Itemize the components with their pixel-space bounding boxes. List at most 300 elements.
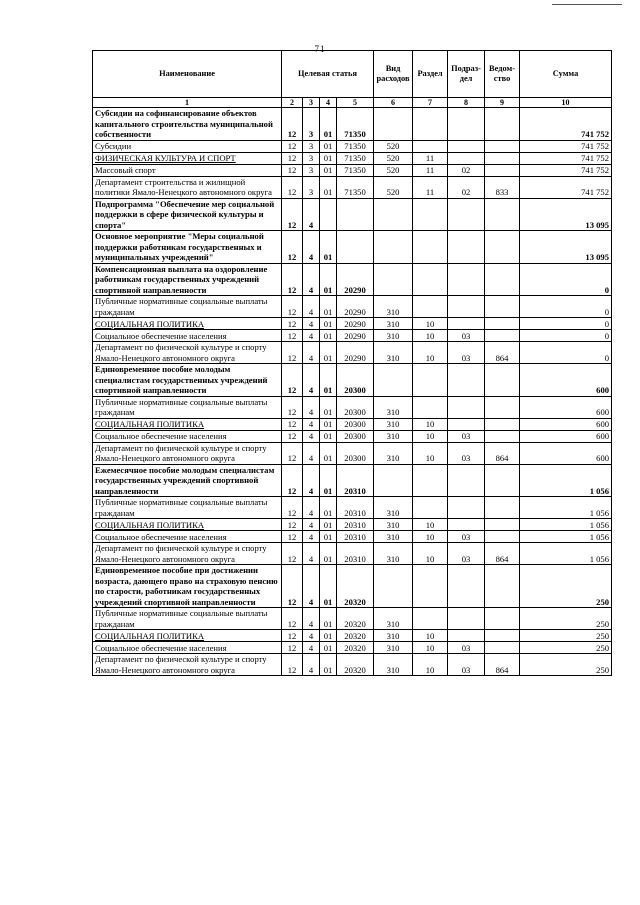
column-number: 5: [337, 98, 374, 108]
item-name: Единовременное пособие при достижении возраста, дающего право на страховую пенсию по старости, работникам государственных учреждений спортивной направленности: [93, 565, 282, 608]
section-code: 11: [413, 164, 448, 176]
table-row: [93, 442, 612, 464]
target-code-direction: 71350: [337, 176, 374, 198]
sum-value: 0: [520, 330, 612, 342]
target-code-program: 12: [282, 519, 303, 531]
target-code-direction: [337, 231, 374, 264]
subsection-code: 02: [448, 164, 485, 176]
department-code: [485, 318, 520, 330]
sum-value: 741 752: [520, 164, 612, 176]
sum-value: 13 095: [520, 198, 612, 231]
table-row: [93, 198, 612, 231]
sum-value: 600: [520, 442, 612, 464]
target-code-direction: 20320: [337, 630, 374, 642]
expense-type: 520: [374, 164, 413, 176]
item-name: Публичные нормативные социальные выплаты гражданам: [93, 396, 282, 418]
target-code-event: 01: [320, 152, 337, 164]
column-number: 10: [520, 98, 612, 108]
target-code-direction: 71350: [337, 140, 374, 152]
item-name: Департамент по физической культуре и спорту Ямало-Ненецкого автономного округа: [93, 543, 282, 565]
header-subsection: Подраз-дел: [448, 51, 485, 98]
header-department: Ведом-ство: [485, 51, 520, 98]
subsection-code: [448, 198, 485, 231]
budget-table: [92, 50, 612, 676]
sum-value: 250: [520, 630, 612, 642]
target-code-event: [320, 198, 337, 231]
target-code-event: 01: [320, 318, 337, 330]
table-row: [93, 630, 612, 642]
department-code: [485, 152, 520, 164]
table-row: [93, 497, 612, 519]
subsection-code: 03: [448, 642, 485, 654]
subsection-code: [448, 608, 485, 630]
target-code-direction: 20320: [337, 608, 374, 630]
item-name: СОЦИАЛЬНАЯ ПОЛИТИКА: [93, 630, 282, 642]
target-code-event: 01: [320, 464, 337, 497]
department-code: [485, 263, 520, 296]
target-code-program: 12: [282, 176, 303, 198]
table-row: [93, 296, 612, 318]
subsection-code: [448, 519, 485, 531]
expense-type: 310: [374, 442, 413, 464]
column-number: 8: [448, 98, 485, 108]
item-name: Социальное обеспечение населения: [93, 430, 282, 442]
subsection-code: [448, 464, 485, 497]
section-code: 11: [413, 176, 448, 198]
section-code: 10: [413, 630, 448, 642]
subsection-code: [448, 140, 485, 152]
sum-value: 0: [520, 296, 612, 318]
target-code-direction: 20310: [337, 531, 374, 543]
target-code-subprogram: 4: [303, 296, 320, 318]
column-number: 7: [413, 98, 448, 108]
page-number: 71: [314, 44, 326, 54]
table-body: [93, 108, 612, 676]
table-row: [93, 330, 612, 342]
target-code-subprogram: 4: [303, 263, 320, 296]
expense-type: 310: [374, 642, 413, 654]
sum-value: 741 752: [520, 108, 612, 141]
target-code-direction: [337, 198, 374, 231]
target-code-subprogram: 4: [303, 565, 320, 608]
table-row: [93, 342, 612, 364]
section-code: [413, 497, 448, 519]
section-code: 10: [413, 543, 448, 565]
target-code-event: 01: [320, 654, 337, 676]
item-name: Социальное обеспечение населения: [93, 642, 282, 654]
subsection-code: [448, 630, 485, 642]
target-code-direction: 20300: [337, 442, 374, 464]
item-name: Подпрограмма "Обеспечение мер социальной поддержки в сфере физической культуры и спорта": [93, 198, 282, 231]
table-row: [93, 318, 612, 330]
target-code-program: 12: [282, 330, 303, 342]
expense-type: 310: [374, 330, 413, 342]
department-code: 864: [485, 654, 520, 676]
target-code-direction: 20310: [337, 497, 374, 519]
target-code-direction: 20290: [337, 318, 374, 330]
target-code-program: 12: [282, 543, 303, 565]
table-row: [93, 263, 612, 296]
table-row: [93, 364, 612, 397]
expense-type: 310: [374, 296, 413, 318]
target-code-direction: 71350: [337, 108, 374, 141]
department-code: [485, 364, 520, 397]
target-code-direction: 20320: [337, 642, 374, 654]
target-code-subprogram: 4: [303, 430, 320, 442]
department-code: [485, 630, 520, 642]
expense-type: 310: [374, 543, 413, 565]
target-code-program: 12: [282, 396, 303, 418]
subsection-code: 03: [448, 531, 485, 543]
subsection-code: [448, 497, 485, 519]
column-number: 2: [282, 98, 303, 108]
item-name: Департамент по физической культуре и спорту Ямало-Ненецкого автономного округа: [93, 342, 282, 364]
target-code-subprogram: 4: [303, 630, 320, 642]
department-code: [485, 430, 520, 442]
target-code-event: 01: [320, 442, 337, 464]
target-code-subprogram: 4: [303, 608, 320, 630]
table-row: [93, 152, 612, 164]
target-code-subprogram: 4: [303, 198, 320, 231]
sum-value: 1 056: [520, 519, 612, 531]
section-code: 10: [413, 418, 448, 430]
sum-value: 1 056: [520, 531, 612, 543]
column-number: 6: [374, 98, 413, 108]
subsection-code: 03: [448, 543, 485, 565]
target-code-event: 01: [320, 108, 337, 141]
target-code-program: 12: [282, 318, 303, 330]
target-code-program: 12: [282, 108, 303, 141]
header-target-article: Целевая статья: [282, 51, 374, 98]
table-row: [93, 608, 612, 630]
expense-type: 310: [374, 497, 413, 519]
target-code-direction: 20290: [337, 330, 374, 342]
sum-value: 250: [520, 642, 612, 654]
item-name: ФИЗИЧЕСКАЯ КУЛЬТУРА И СПОРТ: [93, 152, 282, 164]
item-name: Социальное обеспечение населения: [93, 330, 282, 342]
sum-value: 0: [520, 342, 612, 364]
expense-type: 520: [374, 140, 413, 152]
department-code: [485, 396, 520, 418]
target-code-program: 12: [282, 364, 303, 397]
expense-type: [374, 108, 413, 141]
target-code-direction: 20300: [337, 396, 374, 418]
table-row: [93, 231, 612, 264]
target-code-direction: 20320: [337, 654, 374, 676]
department-code: [485, 565, 520, 608]
subsection-code: [448, 418, 485, 430]
subsection-code: [448, 108, 485, 141]
section-code: 11: [413, 152, 448, 164]
target-code-subprogram: 4: [303, 497, 320, 519]
department-code: [485, 464, 520, 497]
table-row: [93, 176, 612, 198]
target-code-subprogram: 3: [303, 140, 320, 152]
table-row: [93, 418, 612, 430]
target-code-direction: 20320: [337, 565, 374, 608]
item-name: Единовременное пособие молодым специалистам государственных учреждений спортивной направленности: [93, 364, 282, 397]
item-name: Компенсационная выплата на оздоровление работникам государственных учреждений спортивной направленности: [93, 263, 282, 296]
target-code-subprogram: 4: [303, 364, 320, 397]
department-code: [485, 296, 520, 318]
table-row: [93, 543, 612, 565]
target-code-subprogram: 4: [303, 531, 320, 543]
target-code-direction: 20290: [337, 342, 374, 364]
item-name: Социальное обеспечение населения: [93, 531, 282, 543]
item-name: Публичные нормативные социальные выплаты гражданам: [93, 296, 282, 318]
department-code: [485, 330, 520, 342]
subsection-code: [448, 296, 485, 318]
subsection-code: 03: [448, 442, 485, 464]
subsection-code: [448, 152, 485, 164]
item-name: Департамент по физической культуре и спорту Ямало-Ненецкого автономного округа: [93, 442, 282, 464]
item-name: СОЦИАЛЬНАЯ ПОЛИТИКА: [93, 519, 282, 531]
target-code-subprogram: 3: [303, 176, 320, 198]
expense-type: 310: [374, 608, 413, 630]
target-code-direction: 20300: [337, 418, 374, 430]
sum-value: 250: [520, 608, 612, 630]
expense-type: [374, 464, 413, 497]
item-name: Основное мероприятие "Меры социальной поддержки работникам государственных и муниципальных учреждений": [93, 231, 282, 264]
department-code: [485, 108, 520, 141]
target-code-program: 12: [282, 263, 303, 296]
column-number: 3: [303, 98, 320, 108]
department-code: [485, 608, 520, 630]
item-name: Субсидии: [93, 140, 282, 152]
target-code-event: 01: [320, 164, 337, 176]
header-row: [93, 51, 612, 98]
target-code-direction: 20290: [337, 263, 374, 296]
target-code-direction: 20300: [337, 430, 374, 442]
target-code-event: 01: [320, 497, 337, 519]
section-code: 10: [413, 442, 448, 464]
subsection-code: 03: [448, 330, 485, 342]
item-name: СОЦИАЛЬНАЯ ПОЛИТИКА: [93, 318, 282, 330]
target-code-program: 12: [282, 418, 303, 430]
target-code-subprogram: 4: [303, 231, 320, 264]
target-code-program: 12: [282, 231, 303, 264]
corner-line: [552, 0, 622, 5]
sum-value: 741 752: [520, 176, 612, 198]
target-code-subprogram: 4: [303, 464, 320, 497]
target-code-subprogram: 3: [303, 108, 320, 141]
header-section: Раздел: [413, 51, 448, 98]
target-code-program: 12: [282, 565, 303, 608]
department-code: 864: [485, 442, 520, 464]
department-code: [485, 519, 520, 531]
target-code-event: 01: [320, 342, 337, 364]
department-code: [485, 164, 520, 176]
sum-value: 250: [520, 654, 612, 676]
target-code-event: 01: [320, 608, 337, 630]
target-code-program: 12: [282, 642, 303, 654]
header-sum: Сумма: [520, 51, 612, 98]
subsection-code: 02: [448, 176, 485, 198]
sum-value: 1 056: [520, 464, 612, 497]
table-row: [93, 531, 612, 543]
target-code-direction: 20300: [337, 364, 374, 397]
department-code: 864: [485, 342, 520, 364]
sum-value: 0: [520, 263, 612, 296]
target-code-program: 12: [282, 152, 303, 164]
target-code-event: 01: [320, 519, 337, 531]
expense-type: 310: [374, 396, 413, 418]
section-code: [413, 396, 448, 418]
sum-value: 13 095: [520, 231, 612, 264]
item-name: СОЦИАЛЬНАЯ ПОЛИТИКА: [93, 418, 282, 430]
target-code-subprogram: 4: [303, 330, 320, 342]
target-code-direction: 20310: [337, 464, 374, 497]
header-expense-type: Вид расходов: [374, 51, 413, 98]
section-code: 10: [413, 519, 448, 531]
expense-type: 310: [374, 430, 413, 442]
target-code-event: 01: [320, 296, 337, 318]
target-code-program: 12: [282, 531, 303, 543]
target-code-subprogram: 4: [303, 418, 320, 430]
subsection-code: [448, 231, 485, 264]
section-code: [413, 263, 448, 296]
target-code-event: 01: [320, 630, 337, 642]
target-code-event: 01: [320, 543, 337, 565]
department-code: 833: [485, 176, 520, 198]
department-code: [485, 497, 520, 519]
table-row: [93, 642, 612, 654]
subsection-code: [448, 318, 485, 330]
target-code-subprogram: 3: [303, 152, 320, 164]
target-code-program: 12: [282, 497, 303, 519]
target-code-direction: 71350: [337, 164, 374, 176]
section-code: [413, 608, 448, 630]
table-row: [93, 565, 612, 608]
target-code-program: 12: [282, 342, 303, 364]
target-code-subprogram: 4: [303, 642, 320, 654]
section-code: 10: [413, 531, 448, 543]
target-code-direction: 20310: [337, 519, 374, 531]
expense-type: 310: [374, 342, 413, 364]
target-code-subprogram: 4: [303, 654, 320, 676]
department-code: [485, 198, 520, 231]
target-code-subprogram: 4: [303, 519, 320, 531]
table-row: [93, 108, 612, 141]
target-code-event: 01: [320, 418, 337, 430]
department-code: [485, 231, 520, 264]
target-code-event: 01: [320, 176, 337, 198]
section-code: 10: [413, 330, 448, 342]
section-code: 10: [413, 430, 448, 442]
item-name: Ежемесячное пособие молодым специалистам государственных учреждений спортивной направленности: [93, 464, 282, 497]
expense-type: 310: [374, 654, 413, 676]
section-code: [413, 140, 448, 152]
target-code-direction: 20290: [337, 296, 374, 318]
target-code-program: 12: [282, 198, 303, 231]
subsection-code: [448, 263, 485, 296]
target-code-program: 12: [282, 654, 303, 676]
sum-value: 1 056: [520, 497, 612, 519]
sum-value: 0: [520, 318, 612, 330]
target-code-subprogram: 4: [303, 543, 320, 565]
table-row: [93, 396, 612, 418]
sum-value: 250: [520, 565, 612, 608]
target-code-program: 12: [282, 296, 303, 318]
target-code-event: 01: [320, 364, 337, 397]
subsection-code: [448, 396, 485, 418]
expense-type: 520: [374, 152, 413, 164]
expense-type: [374, 198, 413, 231]
section-code: [413, 296, 448, 318]
column-number-row: [93, 98, 612, 108]
item-name: Публичные нормативные социальные выплаты гражданам: [93, 608, 282, 630]
section-code: [413, 464, 448, 497]
sum-value: 600: [520, 364, 612, 397]
expense-type: [374, 364, 413, 397]
subsection-code: 03: [448, 342, 485, 364]
target-code-subprogram: 3: [303, 164, 320, 176]
target-code-event: 01: [320, 330, 337, 342]
target-code-program: 12: [282, 140, 303, 152]
target-code-subprogram: 4: [303, 396, 320, 418]
target-code-subprogram: 4: [303, 442, 320, 464]
target-code-event: 01: [320, 140, 337, 152]
sum-value: 741 752: [520, 140, 612, 152]
expense-type: 310: [374, 531, 413, 543]
section-code: 10: [413, 642, 448, 654]
section-code: 10: [413, 342, 448, 364]
table-row: [93, 519, 612, 531]
expense-type: [374, 231, 413, 264]
subsection-code: [448, 565, 485, 608]
section-code: [413, 231, 448, 264]
target-code-event: 01: [320, 565, 337, 608]
target-code-event: 01: [320, 430, 337, 442]
item-name: Департамент по физической культуре и спорту Ямало-Ненецкого автономного округа: [93, 654, 282, 676]
target-code-program: 12: [282, 442, 303, 464]
item-name: Массовый спорт: [93, 164, 282, 176]
subsection-code: [448, 364, 485, 397]
department-code: [485, 140, 520, 152]
expense-type: 310: [374, 519, 413, 531]
section-code: [413, 364, 448, 397]
table-row: [93, 140, 612, 152]
expense-type: 520: [374, 176, 413, 198]
target-code-subprogram: 4: [303, 318, 320, 330]
target-code-direction: 20310: [337, 543, 374, 565]
department-code: [485, 418, 520, 430]
target-code-program: 12: [282, 430, 303, 442]
sum-value: 741 752: [520, 152, 612, 164]
department-code: [485, 642, 520, 654]
target-code-direction: 71350: [337, 152, 374, 164]
department-code: 864: [485, 543, 520, 565]
column-number: 9: [485, 98, 520, 108]
column-number: 4: [320, 98, 337, 108]
sum-value: 600: [520, 396, 612, 418]
section-code: 10: [413, 654, 448, 676]
target-code-event: 01: [320, 531, 337, 543]
table-row: [93, 654, 612, 676]
expense-type: 310: [374, 630, 413, 642]
column-number: 1: [93, 98, 282, 108]
section-code: [413, 108, 448, 141]
expense-type: 310: [374, 318, 413, 330]
target-code-program: 12: [282, 608, 303, 630]
department-code: [485, 531, 520, 543]
item-name: Публичные нормативные социальные выплаты гражданам: [93, 497, 282, 519]
expense-type: 310: [374, 418, 413, 430]
target-code-program: 12: [282, 464, 303, 497]
target-code-program: 12: [282, 164, 303, 176]
target-code-event: 01: [320, 263, 337, 296]
subsection-code: 03: [448, 654, 485, 676]
